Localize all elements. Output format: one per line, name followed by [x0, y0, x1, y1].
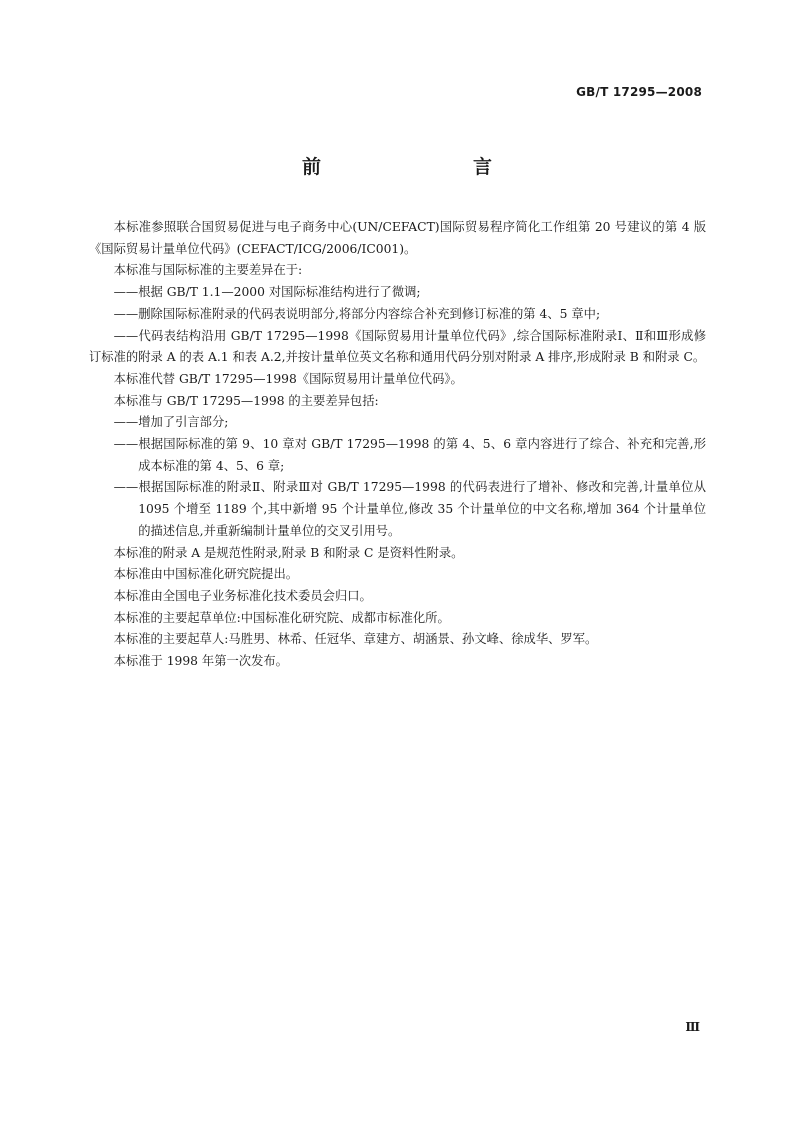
paragraph: 本标准与国际标准的主要差异在于: — [113, 263, 303, 278]
paragraph: 本标准由全国电子业务标准化技术委员会归口。 — [113, 588, 372, 603]
paragraph: 本标准代替 GB/T 17295—1998《国际贸易用计量单位代码》。 — [113, 371, 463, 386]
list-item: ——根据国际标准的第 9、10 章对 GB/T 17295—1998 的第 4、5、6 章内容进行了综合、补充和完善,形成本标准的第 4、5、6 章; — [113, 437, 706, 473]
list-item: ——根据国际标准的附录Ⅱ、附录Ⅲ对 GB/T 17295—1998 的代码表进行了增补、修改和完善,计量单位从 1095 个增至 1189 个,其中新增 95 个计量单位,修改 35 个计量单位的中文名称,增加 364 个计量单位的描述信息,并重新编制计量单位的交叉引用号。 — [113, 480, 706, 538]
paragraph: 本标准由中国标准化研究院提出。 — [113, 567, 299, 582]
document-code: GB/T 17295—2008 — [576, 85, 702, 99]
page-number: Ⅲ — [685, 1020, 700, 1034]
paragraph: 本标准参照联合国贸易促进与电子商务中心(UN/CEFACT)国际贸易程序简化工作组第 20 号建议的第 4 版《国际贸易计量单位代码》(CEFACT/ICG/2006/IC001)。 — [89, 220, 706, 256]
list-item: ——增加了引言部分; — [113, 415, 229, 430]
paragraph: 本标准的附录 A 是规范性附录,附录 B 和附录 C 是资料性附录。 — [113, 545, 464, 560]
paragraph: 本标准的主要起草人:马胜男、林希、任冠华、章建方、胡涵景、孙文峰、徐成华、罗军。 — [113, 632, 598, 647]
foreword-content — [89, 217, 706, 673]
list-item: ——删除国际标准附录的代码表说明部分,将部分内容综合补充到修订标准的第 4、5 章中; — [113, 306, 601, 321]
list-item: ——根据 GB/T 1.1—2000 对国际标准结构进行了微调; — [113, 285, 421, 300]
list-item: ——代码表结构沿用 GB/T 17295—1998《国际贸易用计量单位代码》,综合国际标准附录Ⅰ、Ⅱ和Ⅲ形成修订标准的附录 A 的表 A.1 和表 A.2,并按计量单位英文名称和通用代码分别对附录 A 排序,形成附录 B 和附录 C。 — [89, 328, 706, 365]
page-title: 前 言 — [301, 156, 530, 178]
paragraph: 本标准于 1998 年第一次发布。 — [113, 654, 288, 669]
paragraph: 本标准与 GB/T 17295—1998 的主要差异包括: — [113, 393, 379, 408]
paragraph: 本标准的主要起草单位:中国标准化研究院、成都市标准化所。 — [113, 610, 450, 625]
